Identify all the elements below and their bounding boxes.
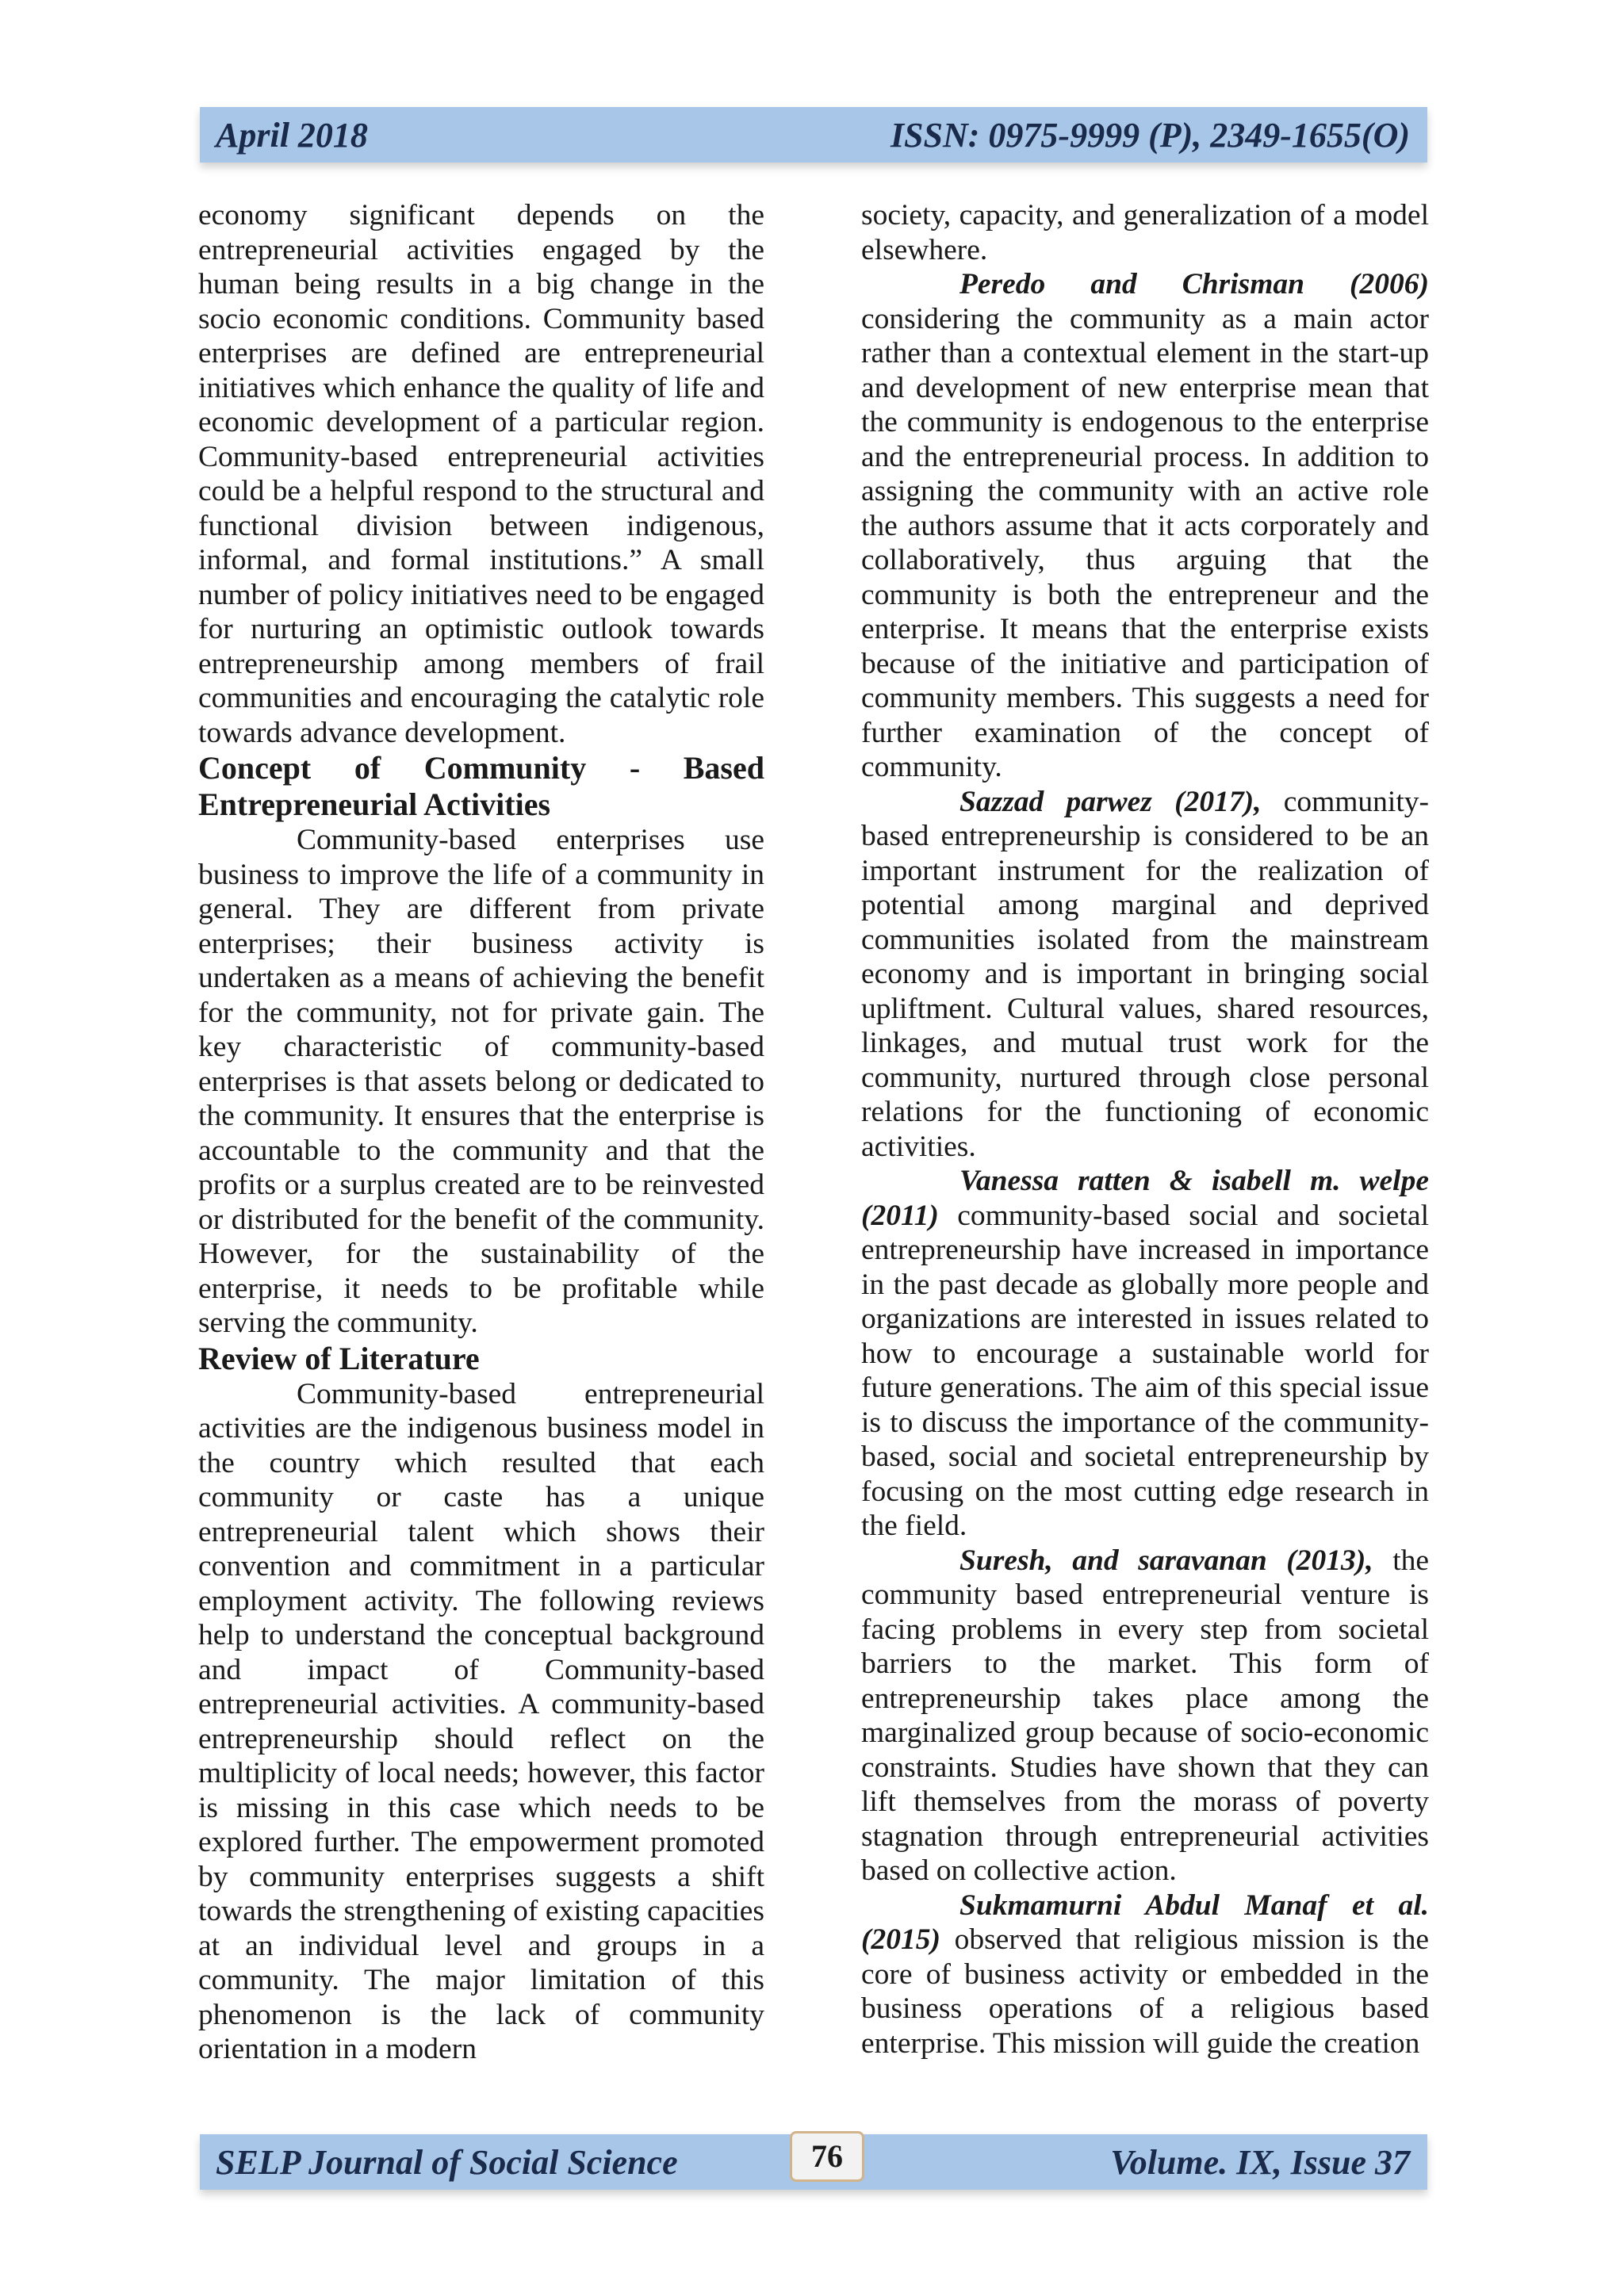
citation: Vanessa ratten & isabell m. welpe (2011): [861, 1165, 1429, 1232]
paragraph-text: considering the community as a main actor rather than a contextual element in the start-up and development of new enterprise mean that the community is endogenous to the enterprise and the entrepreneurial process. In addition to assigning the community with an active role the authors assume that it acts corporately and collaboratively, thus arguing that the community is both the entrepreneur and the enterprise. It means that the enterprise exists because of the initiative and participation of community members. This suggests a need for further examination of the concept of community.: [861, 302, 1429, 783]
paragraph: [861, 267, 1429, 785]
left-column: [198, 198, 764, 2067]
right-column: [861, 198, 1429, 2061]
paragraph: [861, 1888, 1429, 2061]
paragraph-text: community-based entrepreneurship is considered to be an important instrument for the realization of potential among marginal and deprived communities isolated from the mainstream economy and is important in bringing social upliftment. Cultural values, shared resources, linkages, and mutual trust work for the community, nurtured through close personal relations for the functioning of economic activities.: [861, 785, 1429, 1163]
footer-volume: Volume. IX, Issue 37: [1110, 2143, 1410, 2182]
citation: Peredo and Chrisman (2006): [959, 268, 1429, 300]
paragraph: society, capacity, and generalization of a model elsewhere.: [861, 199, 1429, 266]
page-header: [200, 107, 1427, 163]
paragraph-text: community-based social and societal entrepreneurship have increased in importance in the past decade as globally more people and organizations are interested in issues related to how to encourage a sustainable world for future generations. The aim of this special issue is to discuss the importance of the community-based, social and societal entrepreneurship by focusing on the most cutting edge research in the field.: [861, 1199, 1429, 1542]
paragraph: [861, 1544, 1429, 1888]
citation: Sukmamurni Abdul Manaf et al. (2015): [861, 1888, 1429, 1956]
section-heading: Concept of Community - Based Entrepreneurial Activities: [198, 750, 764, 822]
paragraph: economy significant depends on the entrepreneurial activities engaged by the human being results in a big change in the socio economic conditions. Community based enterprises are defined are entrepreneurial initiatives which enhance the quality of life and economic development of a particular region. Community-based entrepreneurial activities could be a helpful respond to the structural and functional division between indigenous, informal, and formal institutions.” A small number of policy initiatives need to be engaged for nurturing an optimistic outlook towards entrepreneurship among members of frail communities and encouraging the catalytic role towards advance development.: [198, 199, 764, 749]
section-heading: Review of Literature: [198, 1340, 480, 1376]
paragraph: [861, 785, 1429, 1165]
citation: Suresh, and saravanan (2013),: [959, 1544, 1373, 1577]
paragraph: Community-based enterprises use business to improve the life of a community in general. They are different from private enterprises; their business activity is undertaken as a means of achieving the benefit for the community, not for private gain. The key characteristic of community-based enterprises is that assets belong or dedicated to the community. It ensures that the enterprise is accountable to the community and that the profits or a surplus created are to be reinvested or distributed for the benefit of the community. However, for the sustainability of the enterprise, it needs to be profitable while serving the community.: [198, 824, 764, 1339]
footer-journal: SELP Journal of Social Science: [216, 2143, 678, 2182]
header-date: April 2018: [216, 116, 368, 155]
paragraph: Community-based entrepreneurial activities are the indigenous business model in the country which resulted that each community or caste has a unique entrepreneurial talent which shows their convention and commitment in a particular employment activity. The following reviews help to understand the conceptual background and impact of Community-based entrepreneurial activities. A community-based entrepreneurship should reflect on the multiplicity of local needs; however, this factor is missing in this case which needs to be explored further. The empowerment promoted by community enterprises suggests a shift towards the strengthening of existing capacities at an individual level and groups in a community. The major limitation of this phenomenon is the lack of community orientation in a modern: [198, 1377, 764, 2065]
paragraph-text: the community based entrepreneurial venture is facing problems in every step from societal barriers to the market. This form of entrepreneurship takes place among the marginalized group because of socio-economic constraints. Studies have shown that they can lift themselves from the morass of poverty stagnation through entrepreneurial activities based on collective action.: [861, 1544, 1430, 1887]
header-issn: ISSN: 0975-9999 (P), 2349-1655(O): [890, 116, 1410, 155]
page-number: 76: [790, 2131, 864, 2182]
paragraph: [861, 1164, 1429, 1544]
citation: Sazzad parwez (2017),: [959, 785, 1262, 818]
paragraph-text: observed that religious mission is the core of business activity or embedded in the business operations of a religious based enterprise. This mission will guide the creation: [861, 1923, 1429, 2060]
